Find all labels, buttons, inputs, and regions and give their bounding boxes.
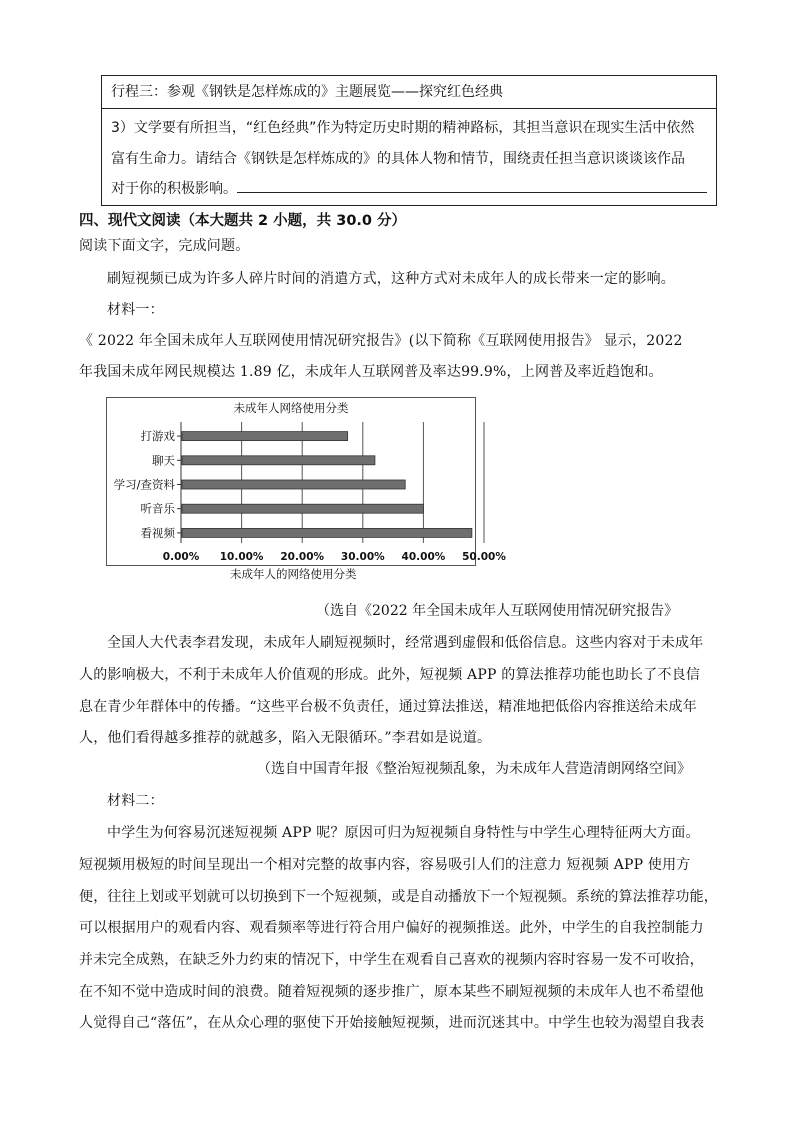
chart-svg — [107, 398, 506, 565]
x-tick-label: 0.00% — [162, 551, 200, 563]
chart-source: （选自《2022 年全国未成年人互联网使用情况研究报告》 — [316, 603, 679, 619]
answer-blank[interactable] — [237, 178, 707, 193]
material2-line: 便，往往上划或平划就可以切换到下一个短视频，或是自动播放下一个短视频。系统的算法推荐功能， — [79, 889, 718, 905]
material2-line: 并未完全成熟，在缺乏外力约束的情况下，中学生在观看自己喜欢的视频内容时容易一发不可收拾， — [79, 952, 704, 968]
bar — [182, 528, 472, 537]
category-label: 听音乐 — [140, 501, 175, 516]
paragraph-line: 全国人大代表李君发现，未成年人刷短视频时，经常遇到虚假和低俗信息。这些内容对于未成年 — [107, 635, 704, 651]
category-label: 看视频 — [140, 525, 175, 540]
task-box — [101, 75, 717, 206]
question-line: 富有生命力。请结合《钢铁是怎样炼成的》的具体人物和情节，围绕责任担当意识谈谈该作品 — [111, 150, 685, 167]
x-tick-label: 20.00% — [280, 551, 325, 563]
material2-line: 中学生为何容易沉迷短视频 APP 呢？原因可归为短视频自身特性与中学生心理特征两大方面。 — [107, 825, 700, 841]
instruction: 阅读下面文字，完成问题。 — [79, 238, 250, 254]
paragraph-line: 人的影响极大，不利于未成年人价值观的形成。此外，短视频 APP 的算法推荐功能也助长了不良信 — [79, 667, 701, 683]
x-tick-label: 10.00% — [219, 551, 264, 563]
bar — [182, 456, 375, 465]
task-title: 行程三：参观《钢铁是怎样炼成的》主题展览——探究红色经典 — [102, 76, 716, 109]
material2-line: 可以根据用户的观看内容、观看频率等进行符合用户偏好的视频推送。此外，中学生的自我控制能力 — [79, 920, 704, 936]
x-tick-label: 40.00% — [401, 551, 446, 563]
material1-label: 材料一： — [107, 302, 164, 318]
material2-line: 在不知不觉中造成时间的浪费。随着短视频的逐步推广，原本某些不刷短视频的未成年人也不希望他 — [79, 984, 704, 1000]
bar — [182, 504, 423, 513]
question-line: 3）文学要有所担当，“红色经典”作为特定历史时期的精神路标，其担当意识在现实生活中依然 — [111, 120, 695, 136]
bar — [182, 480, 405, 489]
x-tick-label: 30.00% — [340, 551, 385, 563]
category-label: 打游戏 — [140, 429, 175, 444]
question-line — [111, 174, 710, 205]
intro-paragraph: 刷短视频已成为许多人碎片时间的消遣方式，这种方式对未成年人的成长带来一定的影响。 — [107, 271, 675, 287]
material2-label: 材料二： — [107, 793, 164, 809]
paragraph-source: （选自中国青年报《整治短视频乱象，为未成年人营造清朗网络空间》 — [257, 761, 691, 777]
task-question — [102, 109, 716, 205]
chart-title: 未成年人网络使用分类 — [233, 401, 349, 415]
bar — [182, 432, 348, 441]
section-title: 四、现代文阅读（本大题共 2 小题，共 30.0 分） — [79, 213, 407, 229]
material2-line: 人觉得自己“落伍”，在从众心理的驱使下开始接触短视频，进而沉迷其中。中学生也较为渴望自我表 — [79, 1015, 705, 1031]
material1-line: 《 2022 年全国未成年人互联网使用情况研究报告》(以下简称《互联网使用报告》 显示，2022 — [79, 333, 683, 349]
question-line-text: 对于你的积极影响。 — [111, 181, 237, 197]
x-tick-label: 50.00% — [462, 551, 506, 563]
bar-chart — [106, 397, 506, 566]
material1-line: 年我国未成年网民规模达 1.89 亿，未成年人互联网普及率达99.9%，上网普及率近趋饱和。 — [79, 364, 663, 380]
paragraph-line: 人，他们看得越多推荐的就越多，陷入无限循环。”李君如是说道。 — [79, 730, 492, 746]
material2-line: 短视频用极短的时间呈现出一个相对完整的故事内容，容易吸引人们的注意力 短视频 APP 使用方 — [79, 857, 691, 873]
chart-caption: 未成年人的网络使用分类 — [230, 567, 357, 581]
category-label: 学习/查资料 — [113, 477, 175, 492]
paragraph-line: 息在青少年群体中的传播。“这些平台极不负责任，通过算法推送，精准地把低俗内容推送给未成年 — [79, 699, 697, 715]
category-label: 聊天 — [152, 453, 175, 468]
